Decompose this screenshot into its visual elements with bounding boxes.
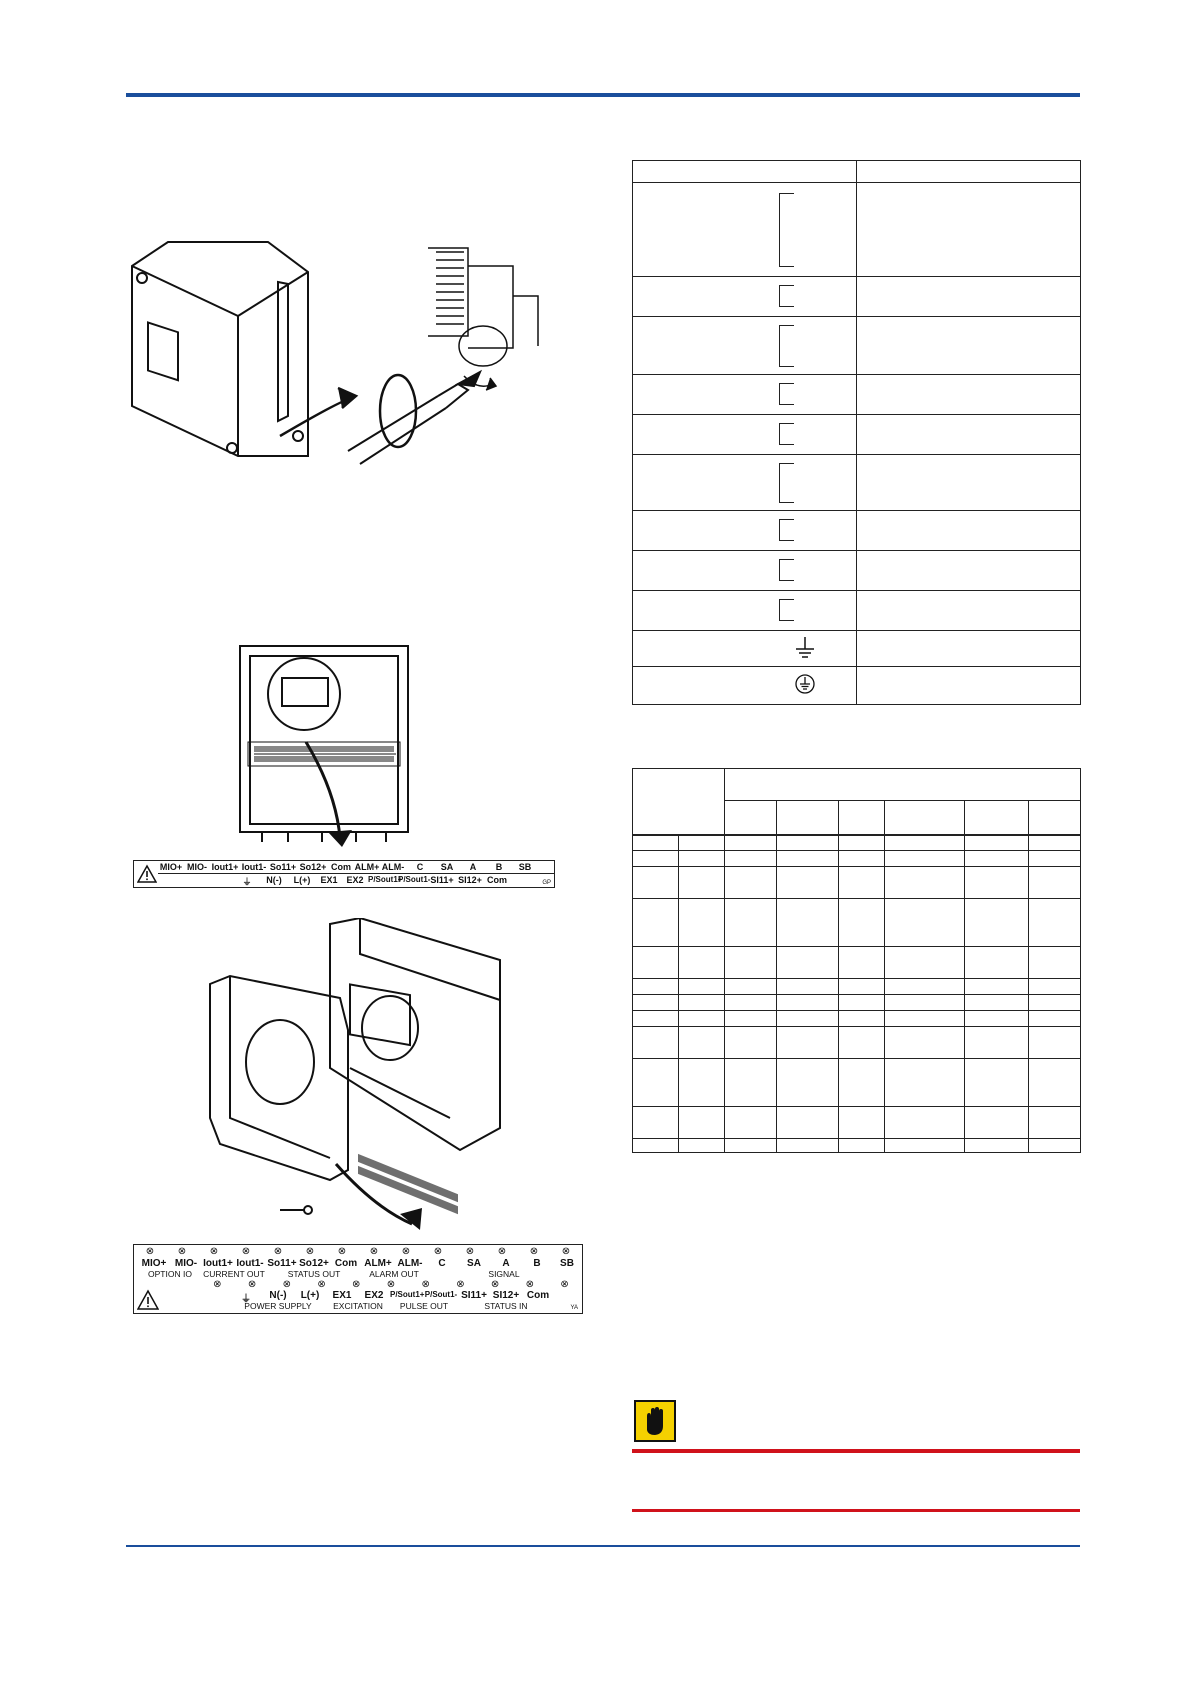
terminal-com-2: Com [487, 875, 507, 885]
terminal-alm-plus: ALM+ [364, 1258, 392, 1269]
terminal-mio-plus: MIO+ [141, 1258, 167, 1269]
terminal-symbol-table [632, 160, 1081, 705]
terminal-iout1-plus: Iout1+ [203, 1258, 233, 1269]
table-row [633, 455, 1081, 511]
terminal-iout1-plus: Iout1+ [211, 862, 239, 872]
ground-icon [793, 635, 817, 661]
terminal-com: Com [334, 1258, 358, 1269]
terminal-iout1-minus: Iout1- [236, 1258, 264, 1269]
terminal-psout1-minus: P/Sout1- [398, 875, 431, 884]
terminal-label-strip-large: ⊗ ⊗ ⊗ ⊗ ⊗ ⊗ ⊗ ⊗ ⊗ ⊗ ⊗ ⊗ ⊗ ⊗ MIO+ MIO- Iout1+ Iout1- So11+ So12+ Com ALM+ ALM- C SA A B SB OPTION IO CURRENT OUT STATUS OUT ALARM OUT SIGNAL ⊗ ⊗ ⊗ ⊗ ⊗ ⊗ ⊗ ⊗ ⊗ ⊗ ⊗ ⏚ N(-) L(+) EX1 EX2 P/Sout1+ P/Sout1- SI11+ SI12+ Com POWER SUPPLY EXCITATION PULSE OUT STATUS IN YA [133, 1244, 583, 1314]
terminal-ground: ⏚ [242, 877, 252, 887]
table-header-cell [725, 801, 777, 835]
table-header-cell [885, 801, 965, 835]
terminal-mio-plus: MIO+ [159, 862, 183, 872]
table-row [633, 183, 1081, 277]
table-row [633, 1059, 1081, 1107]
table-row [633, 1139, 1081, 1153]
terminal-iout1-minus: Iout1- [241, 862, 267, 872]
strip-tag: YA [570, 1305, 578, 1311]
warning-triangle-icon [137, 864, 157, 884]
terminal-si12-plus: SI12+ [492, 1290, 520, 1301]
table-header-cell [725, 769, 1081, 801]
table-row [633, 511, 1081, 551]
group-pulse-out: PULSE OUT [399, 1301, 449, 1311]
warning-triangle-icon [137, 1289, 159, 1311]
terminal-c: C [416, 862, 424, 872]
group-power-supply: POWER SUPPLY [244, 1301, 312, 1311]
table-row [633, 867, 1081, 899]
terminal-psout1-minus: P/Sout1- [424, 1290, 458, 1299]
terminal-com-2: Com [526, 1290, 550, 1301]
terminal-sa: SA [467, 1258, 481, 1269]
group-option-io: OPTION IO [148, 1269, 192, 1279]
table-header-cell [1029, 801, 1081, 835]
strip-tag: GP [542, 880, 551, 886]
housing-cover-removal-figure [128, 236, 588, 476]
table-row [633, 979, 1081, 995]
caution-rule-bottom [632, 1509, 1080, 1512]
terminal-psout1-plus: P/Sout1+ [390, 1290, 425, 1299]
terminal-so12-plus: So12+ [299, 862, 327, 872]
terminal-board-figure [236, 642, 416, 852]
caution-hand-icon [634, 1400, 676, 1442]
table-row [633, 947, 1081, 979]
terminal-alm-minus: ALM- [397, 1258, 423, 1269]
terminal-ex2: EX2 [346, 875, 364, 885]
table-row [633, 1107, 1081, 1139]
terminal-a: A [469, 862, 477, 872]
group-alarm-out: ALARM OUT [369, 1269, 419, 1279]
table-header-cell [633, 161, 857, 183]
terminal-psout1-plus: P/Sout1+ [368, 875, 403, 884]
table-header-cell [777, 801, 839, 835]
terminal-so12-plus: So12+ [299, 1258, 329, 1269]
terminal-c: C [438, 1258, 446, 1269]
terminal-ex1: EX1 [332, 1290, 352, 1301]
table-header-cell [857, 161, 1081, 183]
terminal-mio-minus: MIO- [187, 862, 207, 872]
terminal-mio-minus: MIO- [174, 1258, 198, 1269]
terminal-sa: SA [440, 862, 454, 872]
terminal-l: L(+) [293, 875, 311, 885]
group-status-out: STATUS OUT [287, 1269, 341, 1279]
table-row [633, 317, 1081, 375]
table-row [633, 995, 1081, 1011]
terminal-si12-plus: SI12+ [458, 875, 482, 885]
rotate-arrow-icon [280, 375, 416, 447]
terminal-com: Com [331, 862, 351, 872]
screwdriver-icon [348, 372, 480, 464]
wiring-specification-table [632, 768, 1081, 1153]
caution-rule-top [632, 1449, 1080, 1453]
housing-open-exploded-figure [200, 918, 520, 1234]
table-row [633, 591, 1081, 631]
terminal-n: N(-) [269, 1290, 287, 1301]
table-header-cell [839, 801, 885, 835]
group-status-in: STATUS IN [484, 1301, 528, 1311]
terminal-b: B [533, 1258, 541, 1269]
terminal-alm-minus: ALM- [381, 862, 405, 872]
terminal-b: B [495, 862, 503, 872]
table-row [633, 631, 1081, 667]
terminal-so11-plus: So11+ [269, 862, 297, 872]
table-row [633, 415, 1081, 455]
terminal-sb: SB [560, 1258, 574, 1269]
terminal-sb: SB [518, 862, 532, 872]
table-row [633, 277, 1081, 317]
table-row [633, 375, 1081, 415]
protective-ground-icon [793, 672, 817, 696]
table-row [633, 835, 1081, 851]
table-row [633, 1027, 1081, 1059]
terminal-alm-plus: ALM+ [354, 862, 380, 872]
terminal-l: L(+) [300, 1290, 320, 1301]
table-header-cell [633, 769, 725, 835]
group-excitation: EXCITATION [333, 1301, 383, 1311]
table-header-cell [965, 801, 1029, 835]
terminal-a: A [502, 1258, 510, 1269]
terminal-ex1: EX1 [320, 875, 338, 885]
table-row [633, 551, 1081, 591]
terminal-si11-plus: SI11+ [430, 875, 454, 885]
terminal-label-strip-small [133, 860, 555, 888]
terminal-ground: ⏚ [241, 1294, 251, 1305]
terminal-ex2: EX2 [364, 1290, 384, 1301]
table-row [633, 1011, 1081, 1027]
header-rule [126, 93, 1080, 97]
terminal-so11-plus: So11+ [267, 1258, 297, 1269]
footer-rule [126, 1545, 1080, 1547]
table-row [633, 851, 1081, 867]
group-signal: SIGNAL [488, 1269, 520, 1279]
table-row [633, 899, 1081, 947]
terminal-n: N(-) [266, 875, 282, 885]
group-current-out: CURRENT OUT [203, 1269, 265, 1279]
table-row [633, 667, 1081, 705]
terminal-si11-plus: SI11+ [461, 1290, 487, 1301]
